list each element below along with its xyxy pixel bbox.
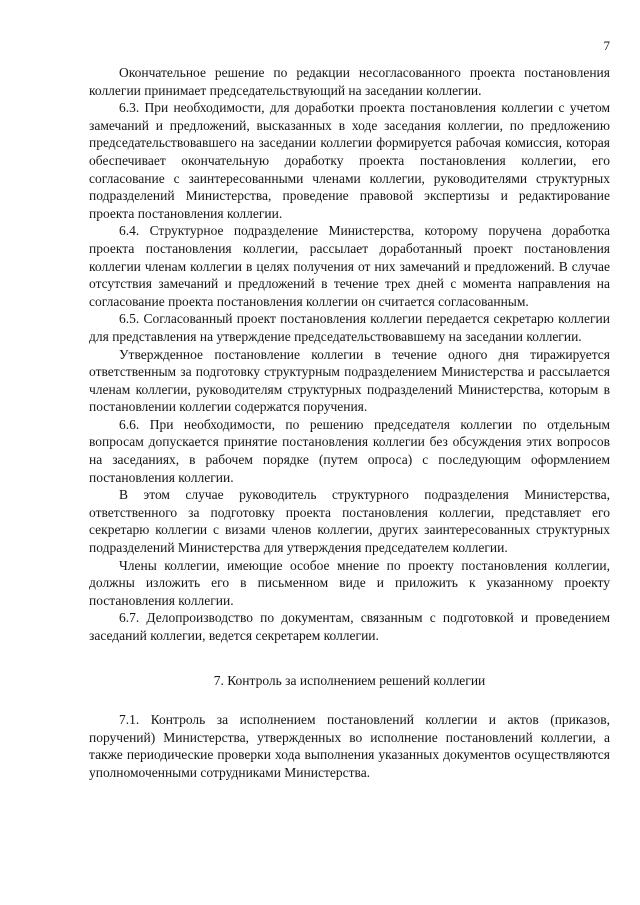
- paragraph-department-head: В этом случае руководитель структурного подразделения Министерства, ответственного за подготовку проекта постановления коллегии, представляет его секретарю коллегии с визами членов коллегии, других заинтересованных структурных подразделений Министерства для утверждения председателем коллегии.: [89, 487, 610, 556]
- paragraph-final-decision: Окончательное решение по редакции несогласованного проекта постановления коллегии принимает председательствующий на заседании коллегии.: [89, 65, 610, 98]
- paragraph-7-1: 7.1. Контроль за исполнением постановлений коллегии и актов (приказов, поручений) Министерства, утвержденных во исполнение постановлений коллегии, а также периодические проверки хода выполнения указанных документов осуществляются уполномоченными сотрудниками Министерства.: [89, 712, 610, 780]
- section-heading: 7. Контроль за исполнением решений коллегии: [213, 672, 486, 688]
- paragraph-6-6: 6.6. При необходимости, по решению председателя коллегии по отдельным вопросам допускается принятие постановления коллегии без обсуждения этих вопросов на заседаниях, в рабочем порядке (путем опроса) с последующим оформлением постановления коллегии.: [89, 416, 610, 485]
- paragraph-6-7: 6.7. Делопроизводство по документам, связанным с подготовкой и проведением заседаний коллегии, ведется секретарем коллегии.: [89, 610, 610, 643]
- paragraph-special-opinion: Члены коллегии, имеющие особое мнение по проекту постановления коллегии, должны изложить его в письменном виде и приложить к указанному проекту постановления коллегии.: [89, 557, 610, 608]
- paragraph-approved-resolution: Утвержденное постановление коллегии в течение одного дня тиражируется ответственным за подготовку структурным подразделением Министерства и рассылается членам коллегии, руководителям структурных подразделений Министерства, которым в постановлении коллегии содержатся поручения.: [89, 346, 610, 415]
- paragraph-6-4: 6.4. Структурное подразделение Министерства, которому поручена доработка проекта постановления коллегии, рассылает доработанный проект постановления коллегии членам коллегии в целях получения от них замечаний и предложений. В случае отсутствия замечаний и предложений в течение трех дней с момента направления на согласование проекта постановления коллегии он считается согласованным.: [89, 223, 610, 309]
- paragraph-6-3: 6.3. При необходимости, для доработки проекта постановления коллегии с учетом замечаний и предложений, высказанных в ходе заседания коллегии, по предложению председательствовавшего на заседании коллегии формируется рабочая комиссия, которая обеспечивает окончательную доработку проекта постановления коллегии, его согласование с заинтересованными членами коллегии, руководителями структурных подразделений Министерства, проведение правовой экспертизы и редактирование проекта постановления коллегии.: [89, 100, 610, 221]
- page-number: 7: [603, 38, 610, 53]
- spacer: [89, 645, 610, 672]
- paragraph-6-5: 6.5. Согласованный проект постановления коллегии передается секретарю коллегии для представления на утверждение председательствовавшему на заседании коллегии.: [89, 311, 610, 344]
- spacer: [89, 689, 610, 711]
- document-body: [89, 64, 610, 782]
